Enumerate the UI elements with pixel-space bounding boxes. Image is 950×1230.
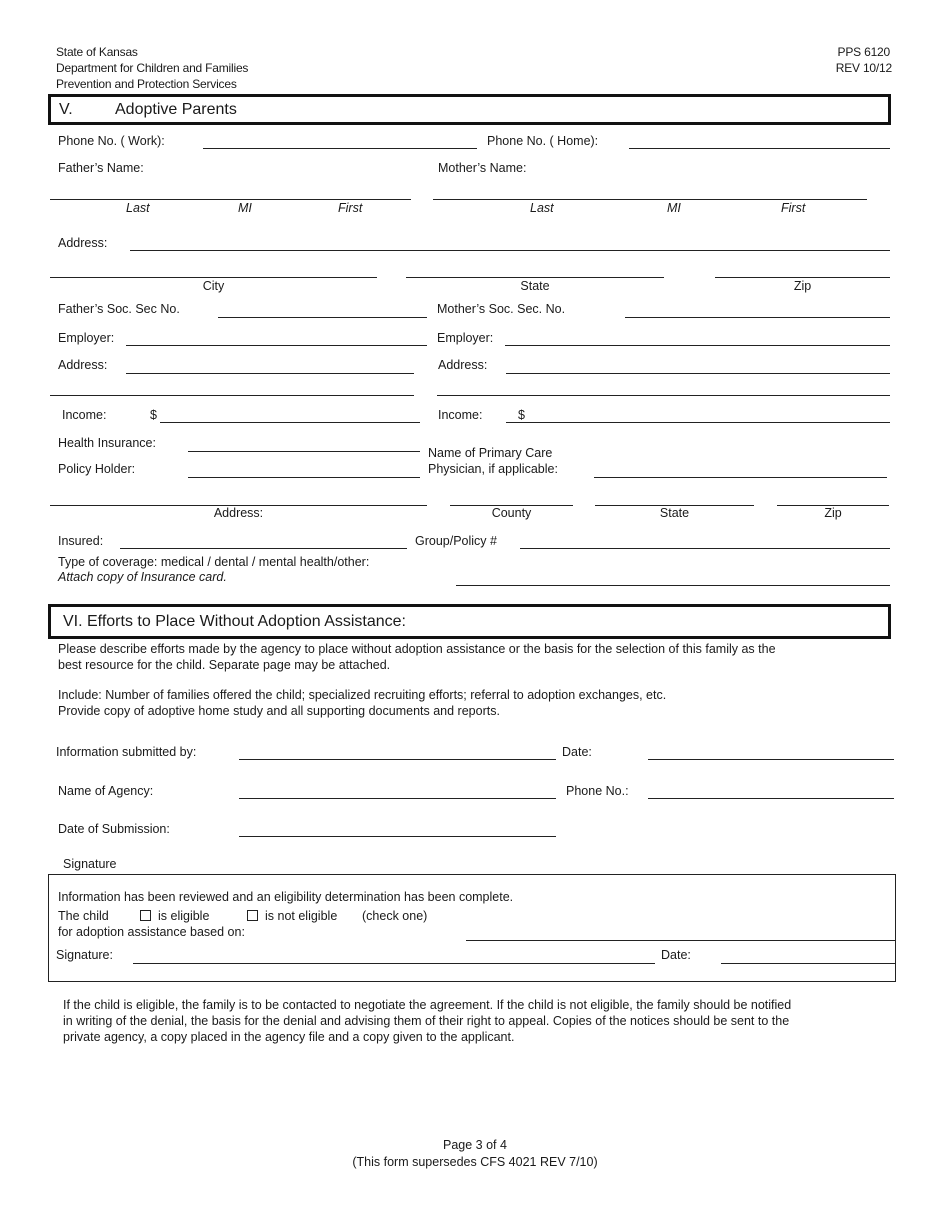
- signature-label: Signature: [63, 857, 117, 871]
- review-date-label: Date:: [661, 948, 691, 962]
- physician-state-caption: State: [659, 506, 690, 520]
- form-number: PPS 6120: [837, 45, 890, 59]
- review-signature-field[interactable]: [133, 963, 655, 964]
- father-income-label: Income:: [62, 408, 107, 422]
- father-first-caption: First: [338, 201, 363, 215]
- father-ssn-field[interactable]: [218, 317, 427, 318]
- not-eligible-label: is not eligible: [265, 909, 338, 923]
- health-insurance-label: Health Insurance:: [58, 436, 156, 450]
- father-employer-address-label: Address:: [58, 358, 108, 372]
- health-insurance-field[interactable]: [188, 451, 420, 452]
- phone-home-field[interactable]: [629, 148, 890, 149]
- agency-name-label: Name of Agency:: [58, 784, 154, 798]
- mother-income-currency: $: [518, 408, 525, 422]
- agency-phone-label: Phone No.:: [566, 784, 629, 798]
- coverage-type-field[interactable]: [456, 585, 890, 586]
- instructions-line-2: best resource for the child. Separate page may be attached.: [58, 658, 391, 672]
- county-caption: County: [491, 506, 532, 520]
- father-name-field[interactable]: [50, 199, 411, 200]
- address-city-field[interactable]: [50, 277, 377, 278]
- insured-label: Insured:: [58, 534, 104, 548]
- father-mi-caption: MI: [238, 201, 252, 215]
- org-line-2: Department for Children and Families: [56, 61, 249, 75]
- mother-income-label: Income:: [438, 408, 483, 422]
- review-statement: Information has been reviewed and an eligibility determination has been complete.: [58, 890, 514, 904]
- submitted-by-field[interactable]: [239, 759, 556, 760]
- physician-label-line1: Name of Primary Care: [428, 446, 553, 460]
- mother-mi-caption: MI: [667, 201, 681, 215]
- policy-holder-field[interactable]: [188, 477, 420, 478]
- address-label: Address:: [58, 236, 108, 250]
- phone-home-label: Phone No. ( Home):: [487, 134, 599, 148]
- section-v-number: V.: [59, 101, 73, 118]
- father-employer-address-line2[interactable]: [50, 395, 414, 396]
- review-date-field[interactable]: [721, 963, 895, 964]
- physician-label-line2: Physician, if applicable:: [428, 462, 558, 476]
- page-number: Page 3 of 4: [443, 1138, 507, 1152]
- father-income-field[interactable]: [160, 422, 420, 423]
- mother-last-caption: Last: [530, 201, 554, 215]
- insured-field[interactable]: [120, 548, 407, 549]
- eligible-checkbox[interactable]: [140, 910, 151, 921]
- section-v-title: Adoptive Parents: [115, 101, 237, 118]
- city-caption: City: [202, 279, 225, 293]
- mother-employer-field[interactable]: [505, 345, 890, 346]
- include-line-1: Include: Number of families offered the child; specialized recruiting efforts; referral to adoption exchanges, etc.: [58, 688, 667, 702]
- attach-card-note: Attach copy of Insurance card.: [58, 570, 227, 584]
- policy-holder-label: Policy Holder:: [58, 462, 136, 476]
- eligible-label: is eligible: [158, 909, 210, 923]
- mother-first-caption: First: [781, 201, 806, 215]
- submitted-by-label: Information submitted by:: [56, 745, 197, 759]
- form-revision: REV 10/12: [835, 61, 892, 75]
- footer-note-line-2: in writing of the denial, the basis for the denial and advising them of their right to appeal. Copies of the notices should be sent to the: [63, 1014, 790, 1028]
- supersedes-note: (This form supersedes CFS 4021 REV 7/10): [352, 1155, 598, 1169]
- group-policy-field[interactable]: [520, 548, 890, 549]
- mother-income-field[interactable]: [506, 422, 890, 423]
- phone-work-label: Phone No. ( Work):: [58, 134, 165, 148]
- father-last-caption: Last: [126, 201, 150, 215]
- mother-name-label: Mother’s Name:: [438, 161, 527, 175]
- instructions-line-1: Please describe efforts made by the agency to place without adoption assistance or the basis for the selection of this family as the: [58, 642, 776, 656]
- footer-note-line-1: If the child is eligible, the family is to be contacted to negotiate the agreement. If the child is not eligible, the family should be notified: [63, 998, 792, 1012]
- section-vi-title: VI. Efforts to Place Without Adoption Assistance:: [63, 613, 406, 630]
- father-name-label: Father’s Name:: [58, 161, 144, 175]
- father-ssn-label: Father’s Soc. Sec No.: [58, 302, 180, 316]
- zip-caption: Zip: [793, 279, 812, 293]
- mother-employer-label: Employer:: [437, 331, 494, 345]
- not-eligible-checkbox[interactable]: [247, 910, 258, 921]
- agency-name-field[interactable]: [239, 798, 556, 799]
- coverage-type-label: Type of coverage: medical / dental / mental health/other:: [58, 555, 370, 569]
- father-employer-address-field[interactable]: [126, 373, 414, 374]
- org-line-3: Prevention and Protection Services: [56, 77, 237, 91]
- mother-employer-address-field[interactable]: [506, 373, 890, 374]
- mother-name-field[interactable]: [433, 199, 867, 200]
- father-employer-label: Employer:: [58, 331, 115, 345]
- mother-ssn-label: Mother’s Soc. Sec. No.: [437, 302, 566, 316]
- mother-employer-address-line2[interactable]: [437, 395, 890, 396]
- physician-address-caption: Address:: [213, 506, 264, 520]
- check-one-note: (check one): [362, 909, 428, 923]
- father-income-currency: $: [150, 408, 157, 422]
- address-state-field[interactable]: [406, 277, 664, 278]
- include-line-2: Provide copy of adoptive home study and all supporting documents and reports.: [58, 704, 500, 718]
- basis-label: for adoption assistance based on:: [58, 925, 245, 939]
- submission-date-field[interactable]: [239, 836, 556, 837]
- child-label: The child: [58, 909, 109, 923]
- footer-note-line-3: private agency, a copy placed in the agency file and a copy given to the applicant.: [63, 1030, 515, 1044]
- review-signature-label: Signature:: [56, 948, 113, 962]
- submission-date-label: Date of Submission:: [58, 822, 170, 836]
- section-vi-header: [48, 604, 891, 639]
- physician-name-field[interactable]: [594, 477, 887, 478]
- phone-work-field[interactable]: [203, 148, 477, 149]
- mother-ssn-field[interactable]: [625, 317, 890, 318]
- physician-zip-caption: Zip: [824, 506, 842, 520]
- section-v-header: [48, 94, 891, 125]
- mother-employer-address-label: Address:: [438, 358, 488, 372]
- address-street-field[interactable]: [130, 250, 890, 251]
- agency-phone-field[interactable]: [648, 798, 894, 799]
- org-line-1: State of Kansas: [56, 45, 138, 59]
- address-zip-field[interactable]: [715, 277, 890, 278]
- group-policy-label: Group/Policy #: [415, 534, 497, 548]
- submitted-date-field[interactable]: [648, 759, 894, 760]
- basis-field[interactable]: [466, 940, 895, 941]
- state-caption: State: [520, 279, 550, 293]
- father-employer-field[interactable]: [126, 345, 427, 346]
- submitted-date-label: Date:: [562, 745, 592, 759]
